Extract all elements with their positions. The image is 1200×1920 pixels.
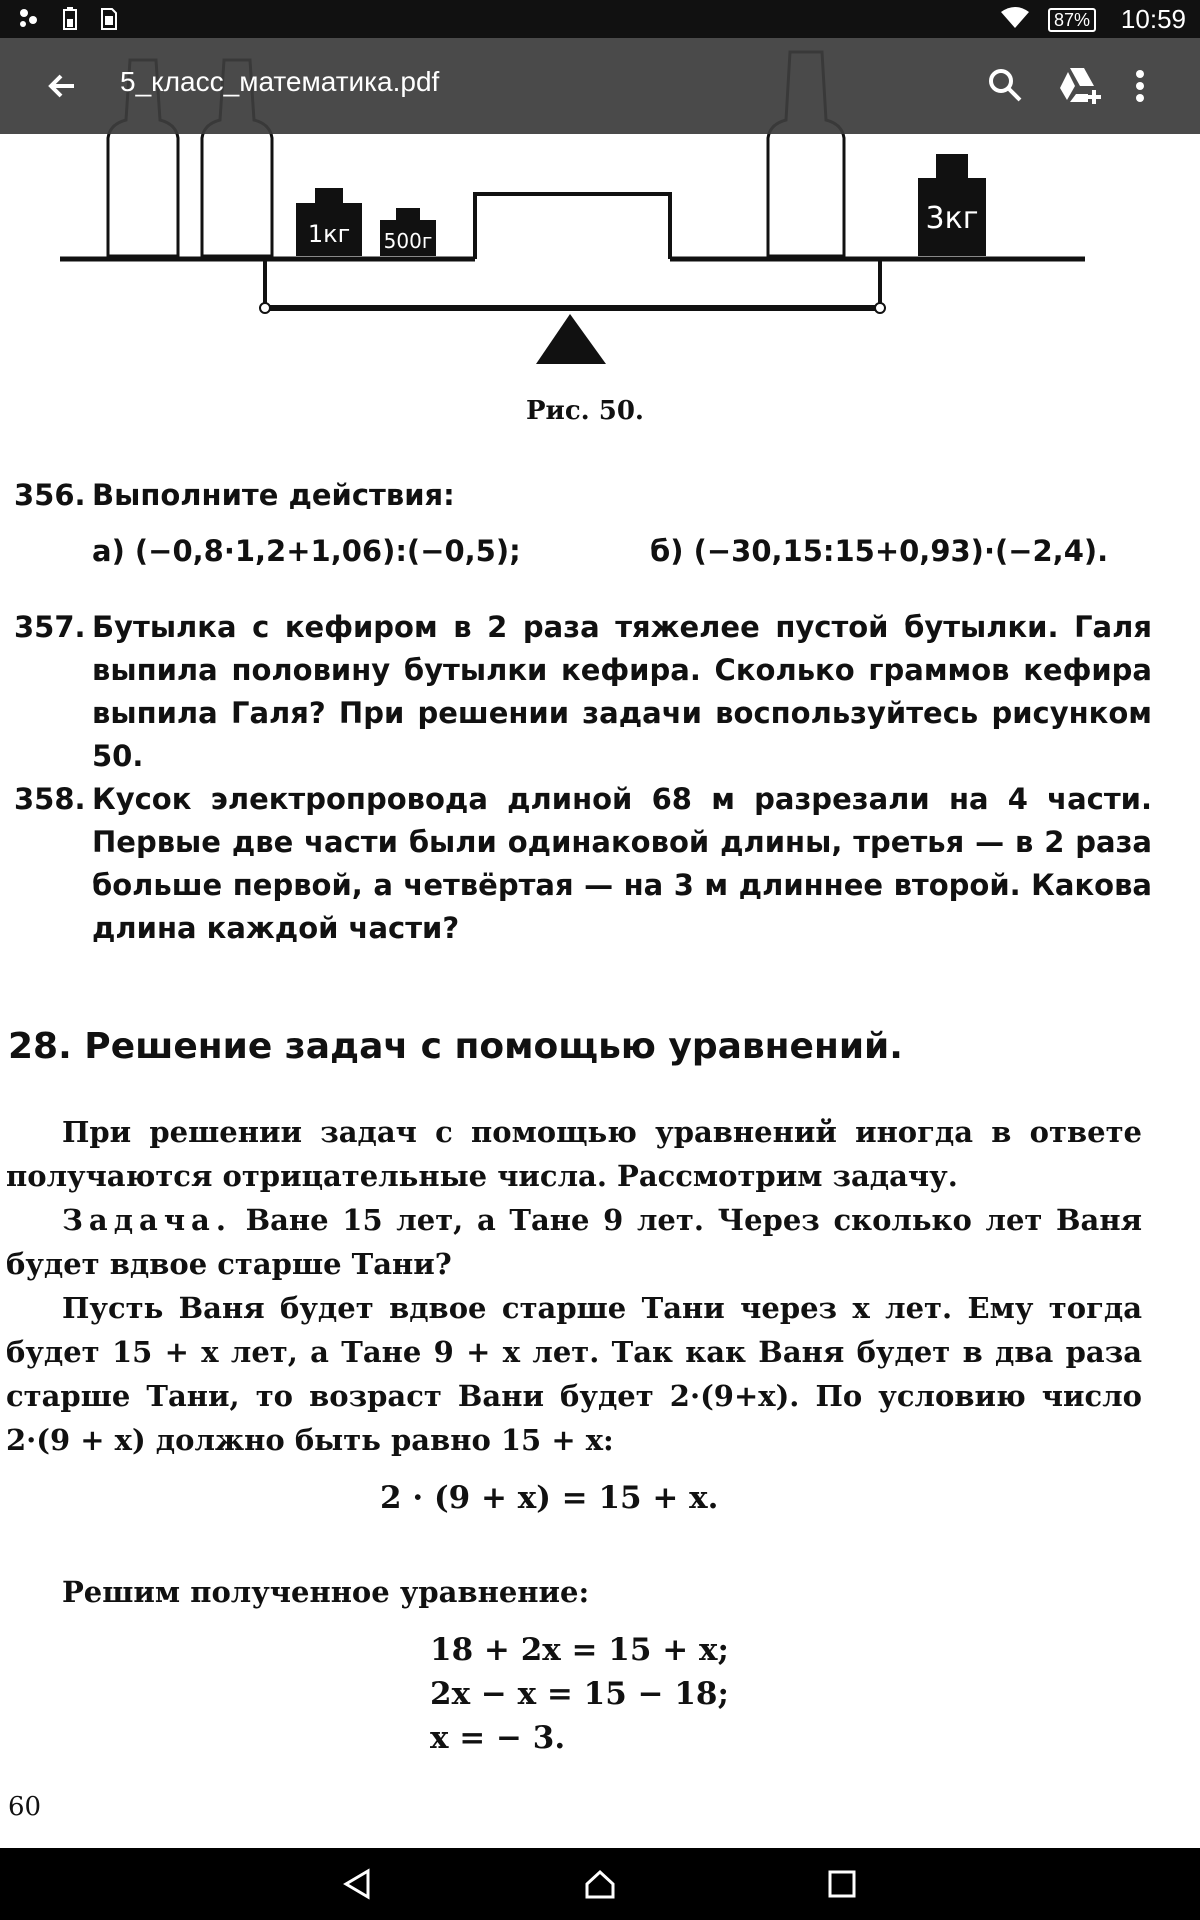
problem-text: Кусок электропровода длиной 68 м разрезали на 4 части. Первые две части были одинаковой длины, третья — в 2 раза больше первой, а четвёртая — на 3 м длиннее второй. Какова длина каждой части?	[92, 782, 1152, 945]
notification-icon	[18, 7, 40, 29]
navigation-bar	[0, 1848, 1200, 1920]
nav-home-icon[interactable]	[584, 1868, 616, 1900]
battery-saver-icon	[62, 7, 78, 31]
main-equation: 2 · (9 + x) = 15 + x.	[380, 1480, 719, 1516]
clock: 10:59	[1120, 4, 1186, 34]
add-to-drive-icon[interactable]	[1058, 66, 1102, 106]
status-bar	[0, 0, 1200, 38]
problem-number: 357.	[14, 610, 86, 644]
task-paragraph	[6, 1198, 1142, 1286]
search-icon[interactable]	[986, 66, 1026, 106]
nav-back-icon[interactable]	[342, 1868, 374, 1900]
scale-fulcrum	[536, 314, 606, 364]
battery-indicator: 87%	[1048, 8, 1096, 32]
page-number: 60	[8, 1792, 42, 1822]
svg-text:500г: 500г	[383, 229, 433, 253]
problem-text: Бутылка с кефиром в 2 раза тяжелее пустой бутылки. Галя выпила половину бутылки кефира. Сколько граммов кефира выпила Галя? При решении задачи воспользуйтесь рисунком 50.	[92, 610, 1152, 773]
figure-caption: Рис. 50.	[525, 396, 644, 426]
notification-icons	[18, 7, 118, 31]
wifi-icon	[1000, 6, 1030, 30]
problem-text: Выполните действия:	[92, 478, 455, 512]
problem-number: 356.	[14, 478, 86, 512]
svg-text:3кг: 3кг	[925, 201, 979, 236]
equation-step-3: x = − 3.	[430, 1720, 566, 1756]
equation-step-2: 2x − x = 15 − 18;	[430, 1676, 729, 1712]
problem-number: 358.	[14, 782, 86, 816]
more-options-icon[interactable]	[1130, 66, 1150, 106]
section-heading: 28. Решение задач с помощью уравнений.	[8, 1026, 903, 1067]
intro-paragraph: При решении задач с помощью уравнений иногда в ответе получаются отрицательные числа. Рассмотрим задачу.	[6, 1115, 1142, 1193]
sim-card-icon	[100, 7, 118, 31]
problem-356-part-b: б) (−30,15:15+0,93)·(−2,4).	[650, 534, 1109, 568]
app-toolbar	[0, 38, 1200, 134]
solve-intro: Решим полученное уравнение:	[62, 1575, 590, 1609]
equation-step-1: 18 + 2x = 15 + x;	[430, 1632, 729, 1668]
back-arrow-icon[interactable]	[40, 64, 84, 108]
solution-paragraph: Пусть Ваня будет вдвое старше Тани через x лет. Ему тогда будет 15 + x лет, а Тане 9 + x лет. Так как Ваня будет в два раза старше Тани, то возраст Вани будет 2·(9+x). По условию число 2·(9 + x) должно быть равно 15 + x:	[6, 1291, 1142, 1457]
svg-text:1кг: 1кг	[307, 220, 351, 248]
nav-recents-icon[interactable]	[826, 1868, 858, 1900]
task-text: Ване 15 лет, а Тане 9 лет. Через сколько лет Ваня будет вдвое старше Тани?	[6, 1203, 1142, 1281]
task-label: Задача.	[62, 1203, 232, 1237]
document-title: 5_класс_математика.pdf	[120, 66, 440, 97]
problem-356-part-a: а) (−0,8·1,2+1,06):(−0,5);	[92, 534, 521, 568]
